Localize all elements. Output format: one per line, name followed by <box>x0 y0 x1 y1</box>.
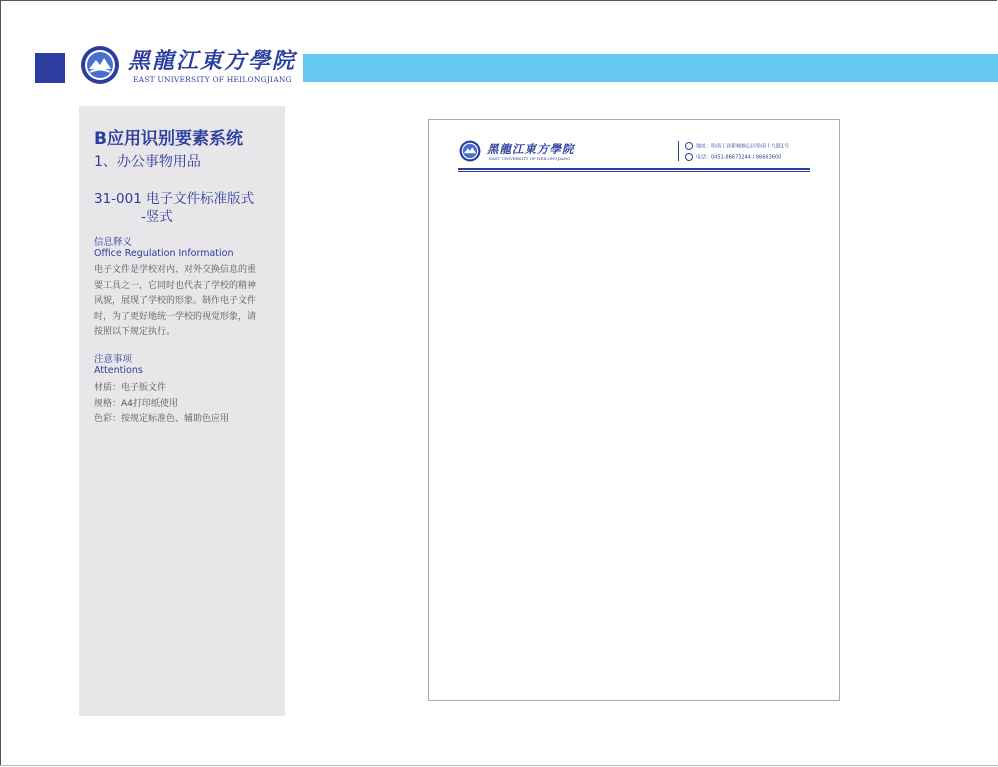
info-line: 时，为了更好地统一学校的视觉形象，请 <box>94 311 257 322</box>
doc-address-row <box>685 142 789 150</box>
doc-address: 地址：哈南工业新城核心区哈南十九路1号 <box>696 143 790 150</box>
doc-name-cn: 黑龍江東方學院 <box>487 142 575 156</box>
attn-line: 材质：电子版文件 <box>94 383 167 393</box>
attn-line: 规格：A4打印纸使用 <box>94 398 178 409</box>
phone-icon <box>685 153 693 161</box>
item-variant: -竖式 <box>141 209 173 225</box>
info-line: 风貌，展现了学校的形象。制作电子文件 <box>94 296 257 306</box>
side-panel <box>79 106 285 716</box>
info-heading-en: Office Regulation Information <box>94 248 234 259</box>
info-line: 要工具之一，它同时也代表了学校的精神 <box>94 280 257 291</box>
info-line: 按照以下规定执行。 <box>94 327 176 337</box>
doc-header-rule <box>458 168 810 170</box>
section-subtitle: 1、办公事物用品 <box>94 154 201 170</box>
header-accent-bar <box>303 54 998 82</box>
attn-heading-en: Attentions <box>94 365 143 376</box>
page-frame-bottom <box>0 765 998 766</box>
logo-name-cn: 黑龍江東方學院 <box>128 48 297 74</box>
doc-phone-row <box>685 153 781 161</box>
item-code: 31-001 电子文件标准版式 <box>94 191 255 207</box>
info-heading-cn: 信息释义 <box>94 237 133 248</box>
attn-list <box>94 381 274 428</box>
attn-line: 色彩：按规定标准色、辅助色应用 <box>94 414 230 424</box>
document-preview <box>428 119 840 701</box>
doc-name-en: EAST UNIVERSITY OF HEILONGJIANG <box>489 156 571 161</box>
logo-name-en: EAST UNIVERSITY OF HEILONGJIANG <box>133 75 292 84</box>
doc-phone: 电话：0451-86673244 / 86663600 <box>696 154 782 161</box>
section-title: B应用识别要素系统 <box>94 129 243 149</box>
brand-square <box>35 53 65 83</box>
doc-header-rule-thin <box>458 171 810 172</box>
info-line: 电子文件是学校对内、对外交换信息的重 <box>94 265 257 275</box>
location-pin-icon <box>685 142 693 150</box>
university-emblem-icon <box>80 45 120 85</box>
doc-divider <box>678 141 679 161</box>
attn-heading-cn: 注意事项 <box>94 354 133 365</box>
doc-emblem-icon <box>459 140 481 162</box>
info-description <box>94 263 274 341</box>
